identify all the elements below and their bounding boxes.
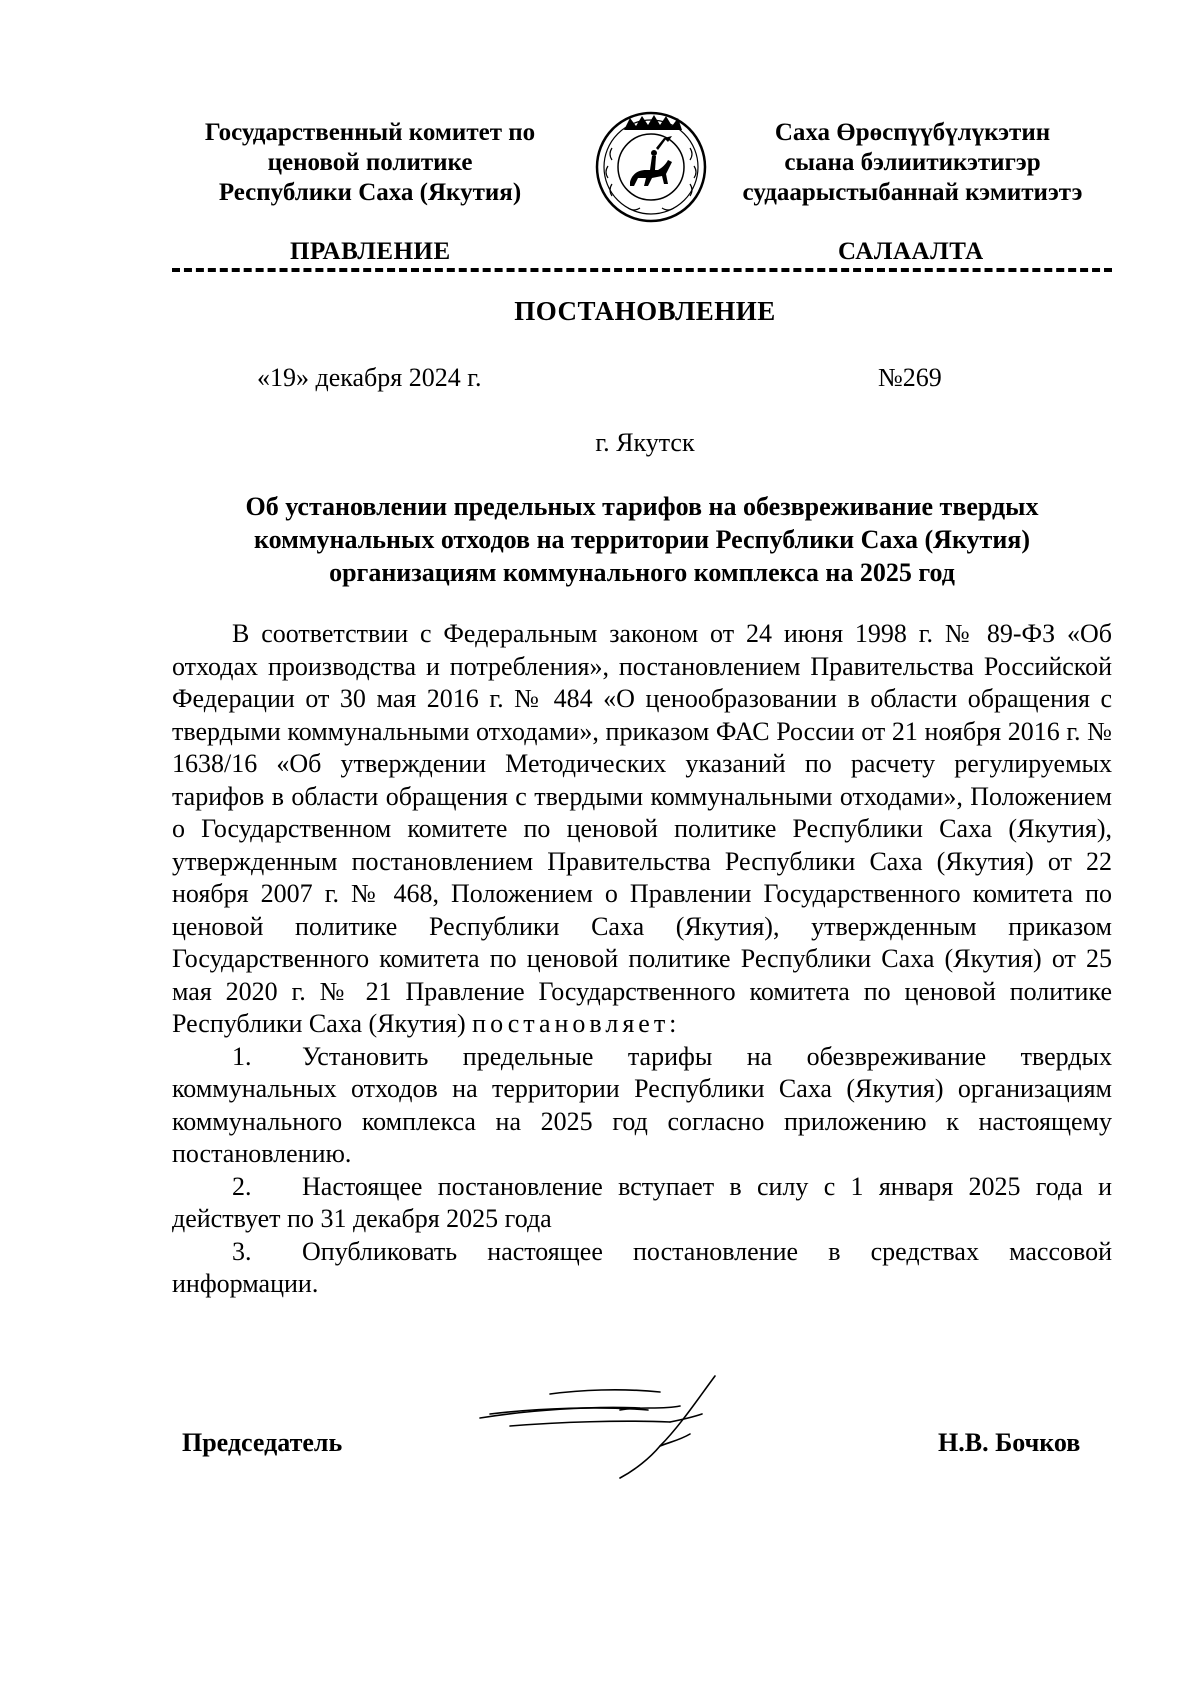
- dashed-divider: [172, 268, 1112, 278]
- item-text: Опубликовать настоящее постановление в средствах массовой информации.: [172, 1236, 1112, 1298]
- header-right-line: сыана бэлиитикэтигэр: [784, 149, 1041, 176]
- document-date: «19» декабря 2024 г.: [257, 363, 482, 392]
- header-right-org: [715, 118, 1110, 208]
- document-number: №269: [878, 363, 942, 392]
- subject-line: коммунальных отходов на территории Республики Саха (Якутия): [253, 525, 1031, 554]
- preamble-paragraph: [172, 618, 1112, 1041]
- board-label-ru: ПРАВЛЕНИЕ: [290, 238, 451, 265]
- document-subject: [172, 490, 1112, 589]
- item-number: 3.: [232, 1236, 252, 1266]
- item-text: Настоящее постановление вступает в силу с 1 января 2025 года и действует по 31 декабря 2025 года: [172, 1171, 1112, 1233]
- list-item: [172, 1171, 1112, 1236]
- item-text: Установить предельные тарифы на обезвреживание твердых коммунальных отходов на территории Республики Саха (Якутия) организациям коммунального комплекса на 2025 год согласно приложению к настоящему постановлению.: [172, 1041, 1112, 1168]
- board-label-sah: САЛААЛТА: [838, 238, 984, 265]
- subject-line: Об установлении предельных тарифов на обезвреживание твердых: [245, 492, 1039, 521]
- header-left-line: Государственный комитет по: [204, 119, 536, 146]
- header-left-line: Республики Саха (Якутия): [218, 179, 522, 206]
- document-title: ПОСТАНОВЛЕНИЕ: [514, 296, 776, 326]
- header-right-line: судаарыстыбаннай кэмитиэтэ: [742, 179, 1083, 206]
- list-item: [172, 1236, 1112, 1301]
- handwritten-signature: [470, 1366, 790, 1486]
- signer-title: Председатель: [182, 1428, 343, 1457]
- item-number: 1.: [232, 1041, 252, 1071]
- document-body: [172, 618, 1112, 1301]
- decree-word: постановляет:: [472, 1009, 681, 1038]
- header-left-line: ценовой политике: [267, 149, 473, 176]
- document-city: г. Якутск: [595, 428, 695, 457]
- preamble-text: В соответствии с Федеральным законом от 24 июня 1998 г. № 89-ФЗ «Об отходах производства и потребления», постановлением Правительства Российской Федерации от 30 мая 2016 г. № 484 «О ценообразовании в области обращения с твердыми коммунальными отходами», приказом ФАС России от 21 ноября 2016 г. № 1638/16 «Об утверждении Методических указаний по расчету регулируемых тарифов в области обращения с твердыми коммунальными отходами», Положением о Государственном комитете по ценовой политике Республики Саха (Якутия), утвержденным постановлением Правительства Республики Саха (Якутия) от 22 ноября 2007 г. № 468, Положением о Правлении Государственного комитета по ценовой политике Республики Саха (Якутия), утвержденным приказом Государственного комитета по ценовой политике Республики Саха (Якутия) от 25 мая 2020 г. № 21 Правление Государственного комитета по ценовой политике Республики Саха (Якутия): [172, 619, 1112, 1038]
- list-item: [172, 1041, 1112, 1171]
- header-left-org: [160, 118, 580, 208]
- coat-of-arms-icon: [592, 108, 710, 226]
- header-right-line: Саха Өрөспүүбүлүкэтин: [774, 119, 1051, 146]
- item-number: 2.: [232, 1171, 252, 1201]
- signer-name: Н.В. Бочков: [938, 1428, 1081, 1457]
- subject-line: организациям коммунального комплекса на 2025 год: [329, 558, 955, 587]
